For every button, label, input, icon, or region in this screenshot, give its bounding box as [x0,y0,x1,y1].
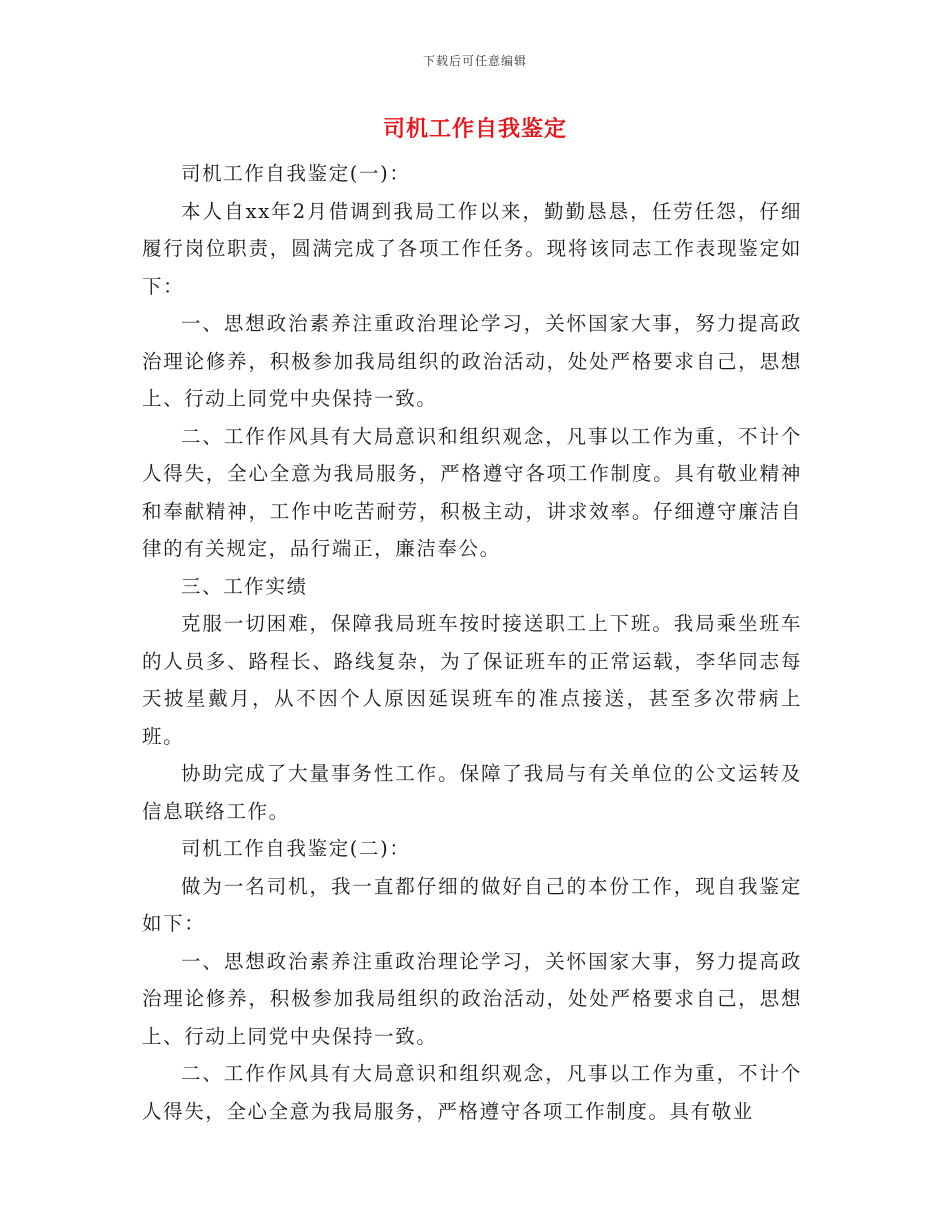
section-heading-2: 司机工作自我鉴定(二)： [181,837,411,860]
paragraph: 二、工作作风具有大局意识和组织观念，凡事以工作为重，不计个人得失，全心全意为我局服务，严格遵守各项工作制度。具有敬业精神和奉献精神，工作中吃苦耐劳，积极主动，讲求效率。仔细遵守廉洁自律的有关规定，品行端正，廉洁奉公。 [142,424,802,560]
paragraph: 本人自xx年2月借调到我局工作以来，勤勤恳恳，任劳任怨，仔细履行岗位职责，圆满完成了各项工作任务。现将该同志工作表现鉴定如下： [142,199,802,298]
paragraph: 克服一切困难，保障我局班车按时接送职工上下班。我局乘坐班车的人员多、路程长、路线复杂，为了保证班车的正常运载，李华同志每天披星戴月，从不因个人原因延误班车的准点接送，甚至多次带病上班。 [142,612,802,748]
paragraph: 一、思想政治素养注重政治理论学习，关怀国家大事，努力提高政治理论修养，积极参加我局组织的政治活动，处处严格要求自己，思想上、行动上同党中央保持一致。 [142,312,802,410]
paragraph: 做为一名司机，我一直都仔细的做好自己的本份工作，现自我鉴定如下： [142,874,802,935]
document-body [142,155,802,1130]
header-note: 下载后可任意编辑 [422,54,527,68]
paragraph: 一、思想政治素养注重政治理论学习，关怀国家大事，努力提高政治理论修养，积极参加我局组织的政治活动，处处严格要求自己，思想上、行动上同党中央保持一致。 [142,949,802,1048]
paragraph: 三、工作实绩 [181,574,308,598]
document-title: 司机工作自我鉴定 [382,116,567,142]
paragraph: 二、工作作风具有大局意识和组织观念，凡事以工作为重，不计个人得失，全心全意为我局服务，严格遵守各项工作制度。具有敬业 [142,1062,802,1123]
section-heading-1: 司机工作自我鉴定(一)： [181,162,411,185]
paragraph: 协助完成了大量事务性工作。保障了我局与有关单位的公文运转及信息联络工作。 [142,762,802,823]
